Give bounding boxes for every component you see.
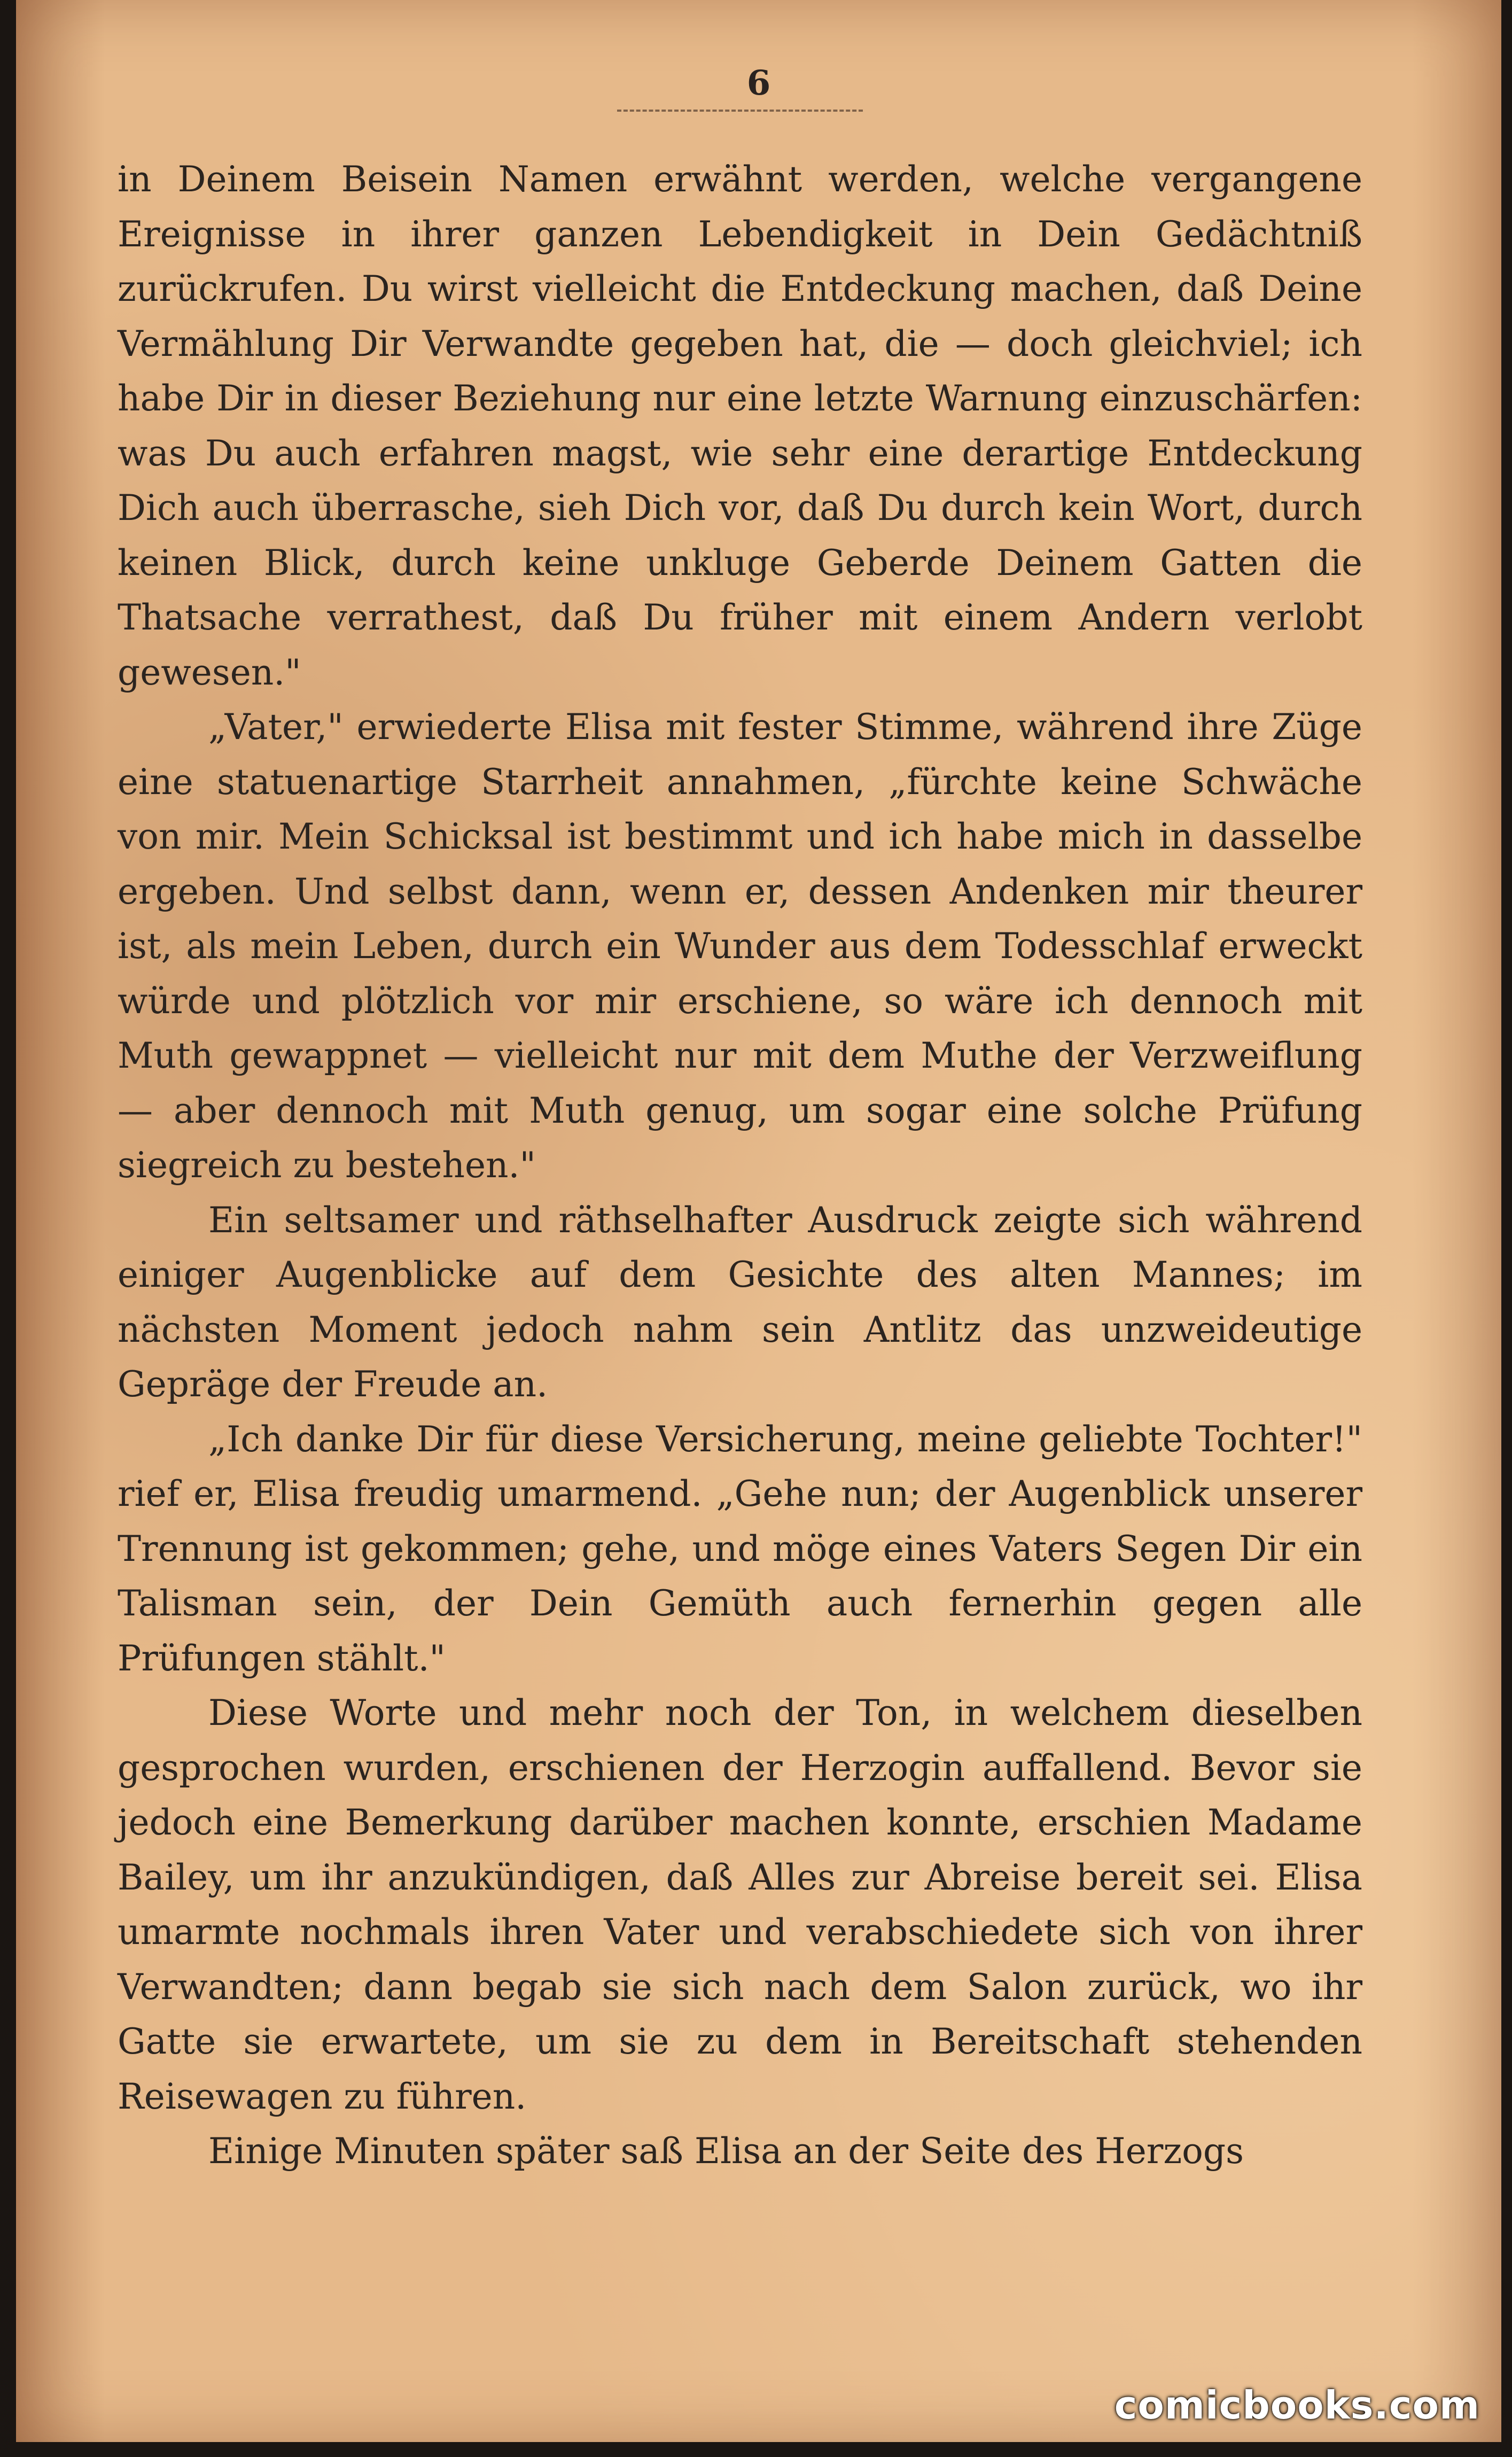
page-number: 6 <box>746 63 771 103</box>
paragraph-3: Ein seltsamer und räthselhafter Ausdruck zeigte sich während einiger Augenblicke auf dem Gesichte des alten Mannes; im nächsten Moment jedoch nahm sein Antlitz das unzweideutige Gepräge der Freude an. <box>118 1199 1362 1405</box>
paragraph-6: Einige Minuten später saß Elisa an der Seite des Herzogs <box>208 2131 1244 2172</box>
paragraph-1: in Deinem Beisein Namen erwähnt werden, welche vergangene Ereignisse in ihrer ganzen Lebendigkeit in Dein Gedächtniß zurückrufen. Du wirst vielleicht die Entdeckung machen, daß Deine Vermählung Dir Verwandte gegeben hat, die — doch gleichviel; ich habe Dir in dieser Beziehung nur eine letzte Warnung einzuschärfen: was Du auch erfahren magst, wie sehr eine derartige Entdeckung Dich auch überrasche, sieh Dich vor, daß Du durch kein Wort, durch keinen Blick, durch keine unkluge Geberde Deinem Gatten die Thatsache verrathest, daß Du früher mit einem Andern verlobt gewesen." <box>118 159 1362 693</box>
paragraph-4: „Ich danke Dir für diese Versicherung, meine geliebte Tochter!" rief er, Elisa freudig umarmend. „Gehe nun; der Augenblick unserer Trennung ist gekommen; gehe, und möge eines Vaters Segen Dir ein Talisman sein, der Dein Gemüth auch fernerhin gegen alle Prüfungen stählt." <box>118 1418 1362 1679</box>
paragraph-2: „Vater," erwiederte Elisa mit fester Stimme, während ihre Züge eine statuenartige Starrheit annahmen, „fürchte keine Schwäche von mir. Mein Schicksal ist bestimmt und ich habe mich in dasselbe ergeben. Und selbst dann, wenn er, dessen Andenken mir theurer ist, als mein Leben, durch ein Wunder aus dem Todesschlaf erweckt würde und plötzlich vor mir erschiene, so wäre ich dennoch mit Muth gewappnet — vielleicht nur mit dem Muthe der Verzweiflung — aber dennoch mit Muth genug, um sogar eine solche Prüfung siegreich zu bestehen." <box>118 706 1362 1186</box>
paragraph-5: Diese Worte und mehr noch der Ton, in welchem dieselben gesprochen wurden, erschienen der Herzogin auffallend. Bevor sie jedoch eine Bemerkung darüber machen konnte, erschien Madame Bailey, um ihr anzukündigen, daß Alles zur Abreise bereit sei. Elisa umarmte nochmals ihren Vater und verabschiedete sich von ihrer Verwandten; dann begab sie sich nach dem Salon zurück, wo ihr Gatte sie erwartete, um sie zu dem in Bereitschaft stehenden Reisewagen zu führen. <box>118 1692 1362 2117</box>
watermark: comicbooks.com <box>1114 2383 1480 2428</box>
book-page <box>16 0 1501 2442</box>
ornamental-rule <box>617 110 863 117</box>
body-text <box>118 152 1362 2179</box>
